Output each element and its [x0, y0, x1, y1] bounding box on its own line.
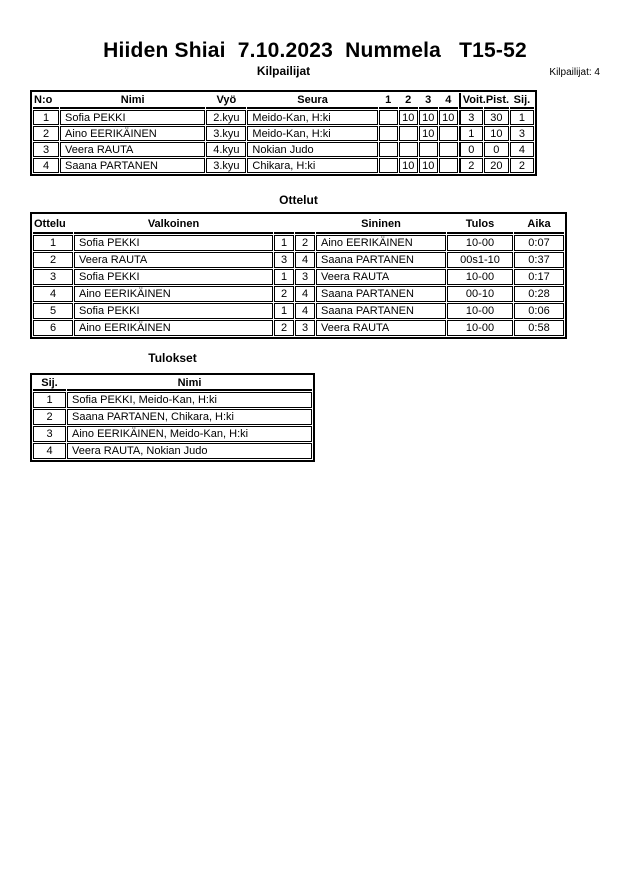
col-header-match: Ottelu [33, 215, 73, 234]
matches-header-row [33, 215, 564, 234]
col-header-4: 4 [439, 93, 458, 109]
col-header-blue-no [295, 215, 315, 234]
cell-blue-name: Saana PARTANEN [316, 303, 446, 319]
cell-name: Veera RAUTA, Nokian Judo [67, 443, 312, 459]
cell-r4 [439, 126, 458, 141]
cell-white-name: Sofia PEKKI [74, 303, 273, 319]
cell-belt: 3.kyu [206, 126, 246, 141]
match-row [33, 320, 564, 336]
cell-r2: 10 [399, 110, 418, 125]
cell-club: Meido-Kan, H:ki [247, 126, 377, 141]
col-header-time: Aika [514, 215, 564, 234]
cell-name: Aino EERIKÄINEN [60, 126, 205, 141]
competitor-row [33, 110, 534, 125]
result-row [33, 392, 312, 408]
cell-r3: 10 [419, 110, 438, 125]
cell-place: 2 [510, 158, 534, 173]
cell-match-no: 4 [33, 286, 73, 302]
competitor-row [33, 142, 534, 157]
col-header-wins: Voit. [459, 93, 483, 109]
results-header-row [33, 376, 312, 391]
cell-name: Saana PARTANEN, Chikara, H:ki [67, 409, 312, 425]
cell-white-name: Sofia PEKKI [74, 269, 273, 285]
cell-r4 [439, 142, 458, 157]
cell-points: 0 [484, 142, 509, 157]
cell-white-no: 1 [274, 303, 294, 319]
cell-time: 0:06 [514, 303, 564, 319]
cell-result: 10-00 [447, 235, 513, 251]
cell-r2 [399, 126, 418, 141]
match-row [33, 303, 564, 319]
cell-r1 [379, 110, 398, 125]
competitor-row [33, 126, 534, 141]
col-header-place: Sij. [33, 376, 66, 391]
cell-place: 4 [510, 142, 534, 157]
cell-points: 30 [484, 110, 509, 125]
col-header-club: Seura [247, 93, 377, 109]
match-row [33, 286, 564, 302]
cell-blue-no: 4 [295, 303, 315, 319]
competitors-heading: Kilpailijat [256, 64, 311, 78]
cell-result: 10-00 [447, 303, 513, 319]
competitors-header-row [33, 93, 534, 109]
cell-white-name: Aino EERIKÄINEN [74, 320, 273, 336]
cell-wins: 2 [459, 158, 483, 173]
cell-no: 3 [33, 142, 59, 157]
cell-r1 [379, 126, 398, 141]
cell-no: 2 [33, 126, 59, 141]
cell-place: 2 [33, 409, 66, 425]
cell-white-name: Veera RAUTA [74, 252, 273, 268]
col-header-result: Tulos [447, 215, 513, 234]
cell-time: 0:17 [514, 269, 564, 285]
cell-result: 10-00 [447, 269, 513, 285]
cell-blue-no: 2 [295, 235, 315, 251]
cell-points: 20 [484, 158, 509, 173]
cell-white-no: 2 [274, 286, 294, 302]
col-header-3: 3 [419, 93, 438, 109]
cell-belt: 4.kyu [206, 142, 246, 157]
result-row [33, 409, 312, 425]
col-header-2: 2 [399, 93, 418, 109]
match-row [33, 252, 564, 268]
matches-table [30, 212, 567, 339]
col-header-blue: Sininen [316, 215, 446, 234]
cell-blue-no: 3 [295, 269, 315, 285]
match-row [33, 235, 564, 251]
cell-wins: 1 [459, 126, 483, 141]
col-header-place: Sij. [510, 93, 534, 109]
cell-blue-name: Veera RAUTA [316, 269, 446, 285]
cell-place: 3 [510, 126, 534, 141]
cell-result: 00s1-10 [447, 252, 513, 268]
cell-result: 00-10 [447, 286, 513, 302]
cell-place: 1 [510, 110, 534, 125]
results-table [30, 373, 315, 462]
cell-blue-no: 4 [295, 286, 315, 302]
cell-white-name: Sofia PEKKI [74, 235, 273, 251]
result-row [33, 443, 312, 459]
cell-blue-name: Veera RAUTA [316, 320, 446, 336]
cell-points: 10 [484, 126, 509, 141]
competitor-row [33, 158, 534, 173]
cell-match-no: 1 [33, 235, 73, 251]
matches-heading: Ottelut [279, 193, 318, 207]
col-header-belt: Vyö [206, 93, 246, 109]
cell-club: Chikara, H:ki [247, 158, 377, 173]
cell-time: 0:28 [514, 286, 564, 302]
cell-r2 [399, 142, 418, 157]
cell-place: 3 [33, 426, 66, 442]
cell-r3: 10 [419, 158, 438, 173]
match-row [33, 269, 564, 285]
col-header-name: Nimi [60, 93, 205, 109]
col-header-no: N:o [33, 93, 59, 109]
cell-no: 1 [33, 110, 59, 125]
cell-match-no: 6 [33, 320, 73, 336]
cell-r4: 10 [439, 110, 458, 125]
cell-r3: 10 [419, 126, 438, 141]
cell-wins: 0 [459, 142, 483, 157]
cell-blue-name: Aino EERIKÄINEN [316, 235, 446, 251]
cell-club: Meido-Kan, H:ki [247, 110, 377, 125]
col-header-points: Pist. [484, 93, 509, 109]
cell-no: 4 [33, 158, 59, 173]
cell-belt: 2.kyu [206, 110, 246, 125]
cell-match-no: 3 [33, 269, 73, 285]
competitors-count: Kilpailijat: 4 [549, 67, 600, 78]
cell-blue-no: 3 [295, 320, 315, 336]
cell-place: 1 [33, 392, 66, 408]
cell-club: Nokian Judo [247, 142, 377, 157]
cell-r1 [379, 142, 398, 157]
cell-r3 [419, 142, 438, 157]
cell-name: Sofia PEKKI [60, 110, 205, 125]
page-title: Hiiden Shiai 7.10.2023 Nummela T15-52 [103, 39, 527, 62]
result-row [33, 426, 312, 442]
cell-white-name: Aino EERIKÄINEN [74, 286, 273, 302]
cell-match-no: 2 [33, 252, 73, 268]
cell-blue-no: 4 [295, 252, 315, 268]
cell-white-no: 1 [274, 269, 294, 285]
col-header-white: Valkoinen [74, 215, 273, 234]
cell-name: Aino EERIKÄINEN, Meido-Kan, H:ki [67, 426, 312, 442]
cell-r4 [439, 158, 458, 173]
cell-match-no: 5 [33, 303, 73, 319]
cell-time: 0:37 [514, 252, 564, 268]
results-heading: Tulokset [148, 351, 197, 365]
col-header-white-no [274, 215, 294, 234]
cell-white-no: 3 [274, 252, 294, 268]
cell-belt: 3.kyu [206, 158, 246, 173]
cell-name: Sofia PEKKI, Meido-Kan, H:ki [67, 392, 312, 408]
cell-r2: 10 [399, 158, 418, 173]
cell-white-no: 2 [274, 320, 294, 336]
col-header-1: 1 [379, 93, 398, 109]
cell-blue-name: Saana PARTANEN [316, 286, 446, 302]
col-header-name: Nimi [67, 376, 312, 391]
cell-wins: 3 [459, 110, 483, 125]
cell-name: Veera RAUTA [60, 142, 205, 157]
cell-blue-name: Saana PARTANEN [316, 252, 446, 268]
cell-name: Saana PARTANEN [60, 158, 205, 173]
cell-result: 10-00 [447, 320, 513, 336]
cell-white-no: 1 [274, 235, 294, 251]
cell-r1 [379, 158, 398, 173]
cell-place: 4 [33, 443, 66, 459]
cell-time: 0:07 [514, 235, 564, 251]
cell-time: 0:58 [514, 320, 564, 336]
competitors-table [30, 90, 537, 176]
